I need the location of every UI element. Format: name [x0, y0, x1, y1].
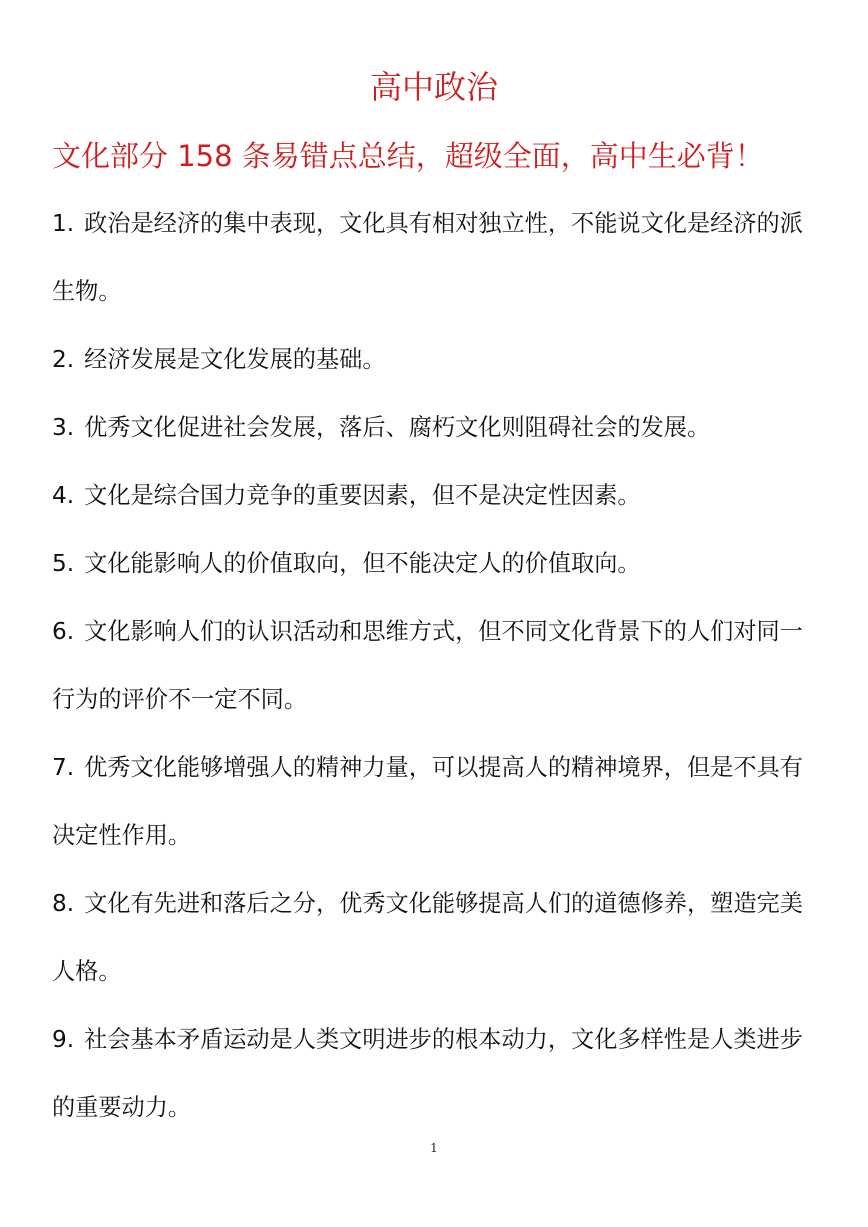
page-number: 1 — [430, 1141, 438, 1155]
item-number: 3. — [52, 414, 75, 441]
list-item — [52, 530, 822, 598]
list-item — [52, 734, 822, 870]
list-item — [52, 326, 822, 394]
list-item — [52, 1006, 822, 1142]
document-title: 高中政治 — [369, 68, 498, 106]
item-number: 9. — [52, 1026, 75, 1053]
point-list — [52, 190, 822, 1142]
document-subtitle: 文化部分 158 条易错点总结，超级全面，高中生必背！ — [52, 139, 764, 173]
item-text: 文化能影响人的价值取向，但不能决定人的价值取向。 — [84, 550, 641, 577]
item-text: 经济发展是文化发展的基础。 — [84, 346, 386, 373]
item-text: 政治是经济的集中表现，文化具有相对独立性，不能说文化是经济的派生物。 — [52, 210, 803, 305]
item-text: 优秀文化促进社会发展，落后、腐朽文化则阻碍社会的发展。 — [84, 414, 711, 441]
list-item — [52, 190, 822, 326]
item-number: 4. — [52, 482, 75, 509]
item-text: 文化是综合国力竞争的重要因素，但不是决定性因素。 — [84, 482, 641, 509]
item-number: 6. — [52, 618, 75, 645]
list-item — [52, 598, 822, 734]
list-item — [52, 394, 822, 462]
item-number: 7. — [52, 754, 75, 781]
list-item — [52, 462, 822, 530]
item-number: 1. — [52, 210, 75, 237]
item-number: 8. — [52, 890, 75, 917]
item-number: 2. — [52, 346, 75, 373]
item-text: 文化影响人们的认识活动和思维方式，但不同文化背景下的人们对同一行为的评价不一定不同。 — [52, 618, 803, 713]
list-item — [52, 870, 822, 1006]
item-text: 社会基本矛盾运动是人类文明进步的根本动力，文化多样性是人类进步的重要动力。 — [52, 1026, 803, 1121]
item-text: 文化有先进和落后之分，优秀文化能够提高人们的道德修养，塑造完美人格。 — [52, 890, 803, 985]
item-number: 5. — [52, 550, 75, 577]
item-text: 优秀文化能够增强人的精神力量，可以提高人的精神境界，但是不具有决定性作用。 — [52, 754, 803, 849]
